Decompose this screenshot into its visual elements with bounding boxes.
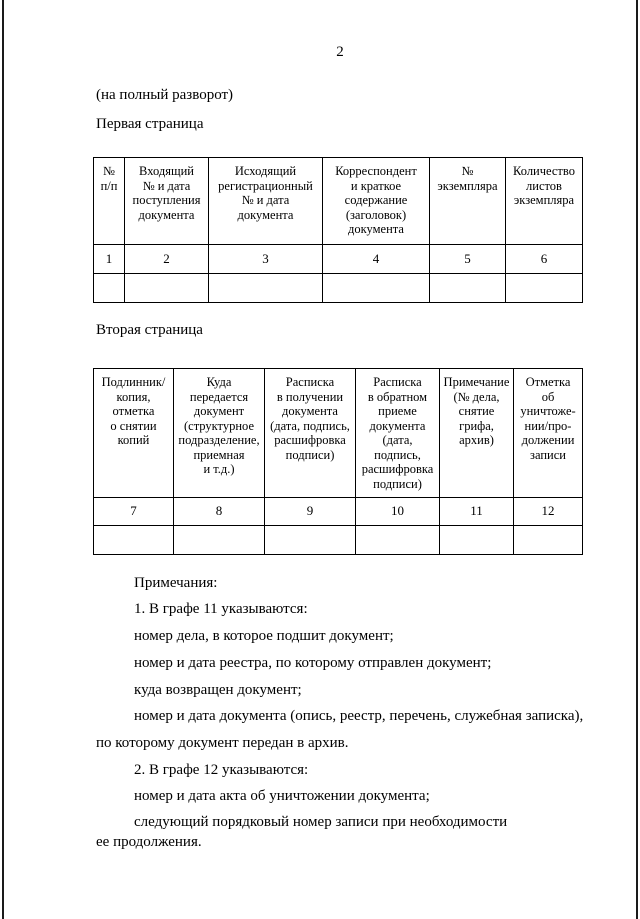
note-item-1-d: номер и дата документа (опись, реестр, перечень, служебная записка), xyxy=(134,708,584,724)
column-number: 8 xyxy=(174,498,265,526)
table-header-row xyxy=(94,369,583,498)
header-text: Исходящий регистрационный № и дата документа xyxy=(218,164,313,222)
column-number: 11 xyxy=(440,498,514,526)
table-header-row xyxy=(94,158,583,245)
header-cell xyxy=(430,158,506,245)
second-page-table xyxy=(93,368,583,555)
column-number: 5 xyxy=(430,245,506,274)
note-item-1-c: куда возвращен документ; xyxy=(134,682,302,698)
column-number: 3 xyxy=(209,245,323,274)
note-item-2: 2. В графе 12 указываются: xyxy=(134,762,309,778)
header-cell xyxy=(440,369,514,498)
header-text: № п/п xyxy=(100,164,118,193)
empty-cell xyxy=(440,526,514,555)
header-text: Расписка в получении документа (дата, подпись, расшифровка подписи) xyxy=(270,375,350,462)
header-text: Расписка в обратном приеме документа (дата, подпись, расшифровка подписи) xyxy=(361,375,434,491)
header-text: № экземпляра xyxy=(437,164,498,193)
note-item-2-a: номер и дата акта об уничтожении документа; xyxy=(134,788,430,804)
column-number-row xyxy=(94,498,583,526)
header-cell xyxy=(94,369,174,498)
second-page-heading: Вторая страница xyxy=(96,322,203,338)
empty-entry-row xyxy=(94,526,583,555)
note-item-1-d-continued: по которому документ передан в архив. xyxy=(96,735,349,751)
page-number: 2 xyxy=(336,44,344,60)
empty-cell xyxy=(506,274,583,303)
header-text: Корреспондент и краткое содержание (заголовок) документа xyxy=(335,164,417,236)
header-cell xyxy=(125,158,209,245)
spread-note: (на полный разворот) xyxy=(96,87,234,103)
column-number: 6 xyxy=(506,245,583,274)
header-cell xyxy=(174,369,265,498)
empty-cell xyxy=(94,274,125,303)
header-text: Примечание (№ дела, снятие грифа, архив) xyxy=(443,375,510,447)
column-number-row xyxy=(94,245,583,274)
note-item-1: 1. В графе 11 указываются: xyxy=(134,601,308,617)
empty-cell xyxy=(265,526,356,555)
header-cell xyxy=(94,158,125,245)
header-text: Входящий № и дата поступления документа xyxy=(132,164,201,222)
note-item-1-b: номер и дата реестра, по которому отправлен документ; xyxy=(134,655,492,671)
column-number: 10 xyxy=(356,498,440,526)
empty-cell xyxy=(209,274,323,303)
note-item-2-b: следующий порядковый номер записи при необходимости xyxy=(134,814,508,830)
column-number: 7 xyxy=(94,498,174,526)
header-cell xyxy=(209,158,323,245)
notes-title: Примечания: xyxy=(134,575,218,591)
header-cell xyxy=(514,369,583,498)
empty-cell xyxy=(174,526,265,555)
column-number: 1 xyxy=(94,245,125,274)
first-page-table xyxy=(93,157,583,303)
column-number: 12 xyxy=(514,498,583,526)
scan-edge-left xyxy=(2,0,4,919)
header-text: Куда передается документ (структурное подразделение, приемная и т.д.) xyxy=(178,375,260,476)
empty-entry-row xyxy=(94,274,583,303)
header-cell xyxy=(356,369,440,498)
first-page-heading: Первая страница xyxy=(96,116,204,132)
column-number: 4 xyxy=(323,245,430,274)
header-cell xyxy=(506,158,583,245)
empty-cell xyxy=(323,274,430,303)
note-item-1-a: номер дела, в которое подшит документ; xyxy=(134,628,394,644)
empty-cell xyxy=(430,274,506,303)
scan-edge-right xyxy=(636,0,638,919)
empty-cell xyxy=(356,526,440,555)
note-item-2-b-continued: ее продолжения. xyxy=(96,834,202,850)
header-text: Отметка об уничтоже- нии/про- должении записи xyxy=(520,375,576,462)
header-cell xyxy=(265,369,356,498)
header-text: Подлинник/ копия, отметка о снятии копий xyxy=(101,375,166,447)
empty-cell xyxy=(514,526,583,555)
empty-cell xyxy=(94,526,174,555)
header-text: Количество листов экземпляра xyxy=(513,164,575,207)
column-number: 9 xyxy=(265,498,356,526)
column-number: 2 xyxy=(125,245,209,274)
empty-cell xyxy=(125,274,209,303)
header-cell xyxy=(323,158,430,245)
